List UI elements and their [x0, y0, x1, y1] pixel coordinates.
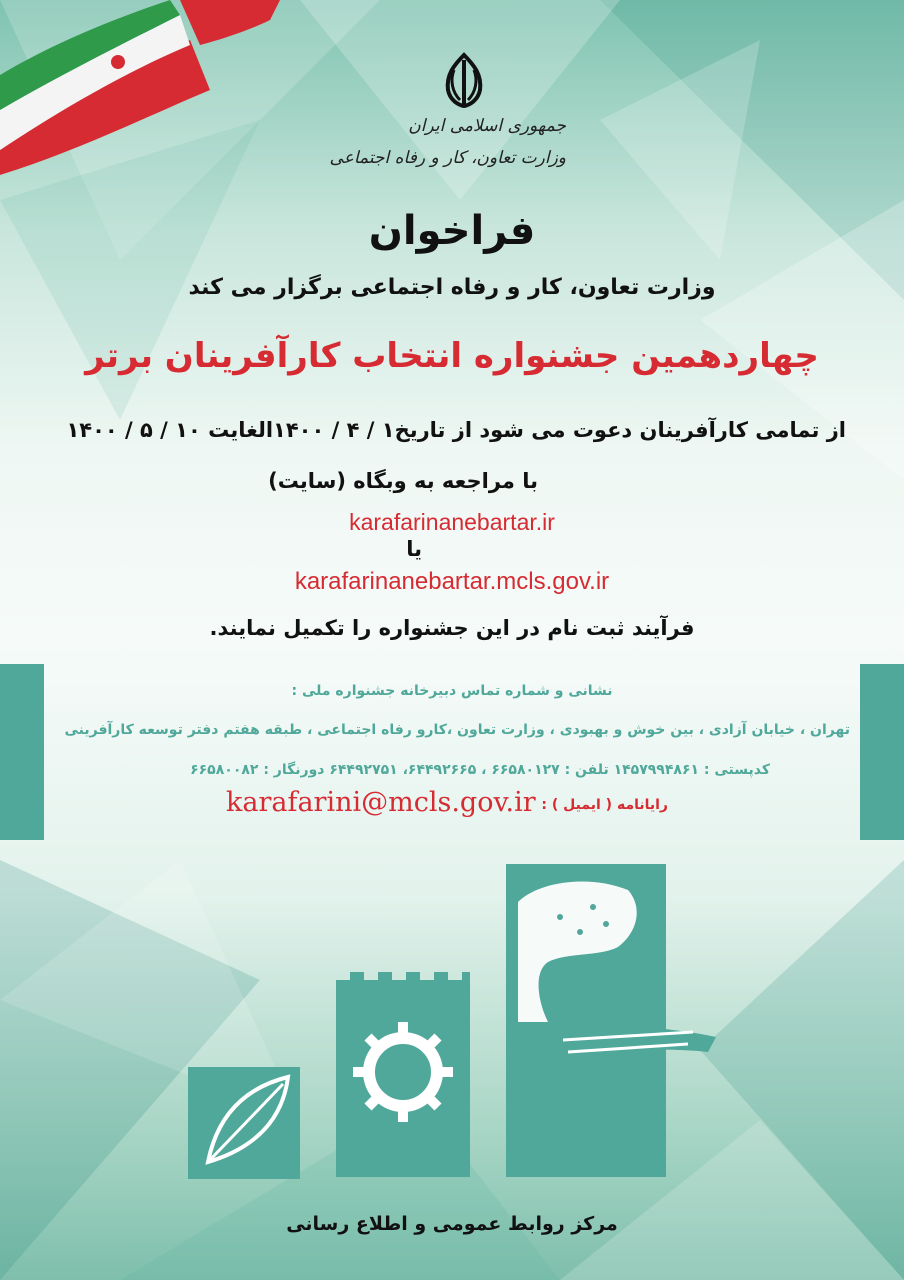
invitation-dates: از تمامی کارآفرینان دعوت می شود از تاریخ۱ / ۴ / ۱۴۰۰الغایت ۱۰ / ۵ / ۱۴۰۰ — [66, 418, 846, 442]
complete-registration-text: فرآیند ثبت نام در این جشنواره را تکمیل نمایند. — [209, 616, 695, 640]
email-label: رایانامه ( ایمیل ) : — [541, 797, 668, 813]
website-link-secondary[interactable]: karafarinanebartar.mcls.gov.ir — [294, 568, 610, 595]
via-website-text: با مراجعه به وبگاه (سایت) — [268, 469, 538, 493]
iran-emblem-icon — [434, 50, 494, 110]
festival-title: چهاردهمین جشنواره انتخاب کارآفرینان برتر — [85, 336, 819, 376]
republic-caption: جمهوری اسلامی ایران — [408, 116, 566, 136]
email-link[interactable]: karafarini@mcls.gov.ir — [226, 787, 536, 818]
page-title: فراخوان — [368, 208, 536, 254]
or-text: یا — [406, 537, 422, 561]
ministry-caption: وزارت تعاون، کار و رفاه اجتماعی — [329, 148, 566, 168]
contact-address: تهران ، خیابان آزادی ، بین خوش و بهبودی ، وزارت تعاون ،کارو رفاه اجتماعی ، طبقه هفتم دفتر توسعه کارآفرینی — [64, 722, 850, 738]
footer-credit: مرکز روابط عمومی و اطلاع رسانی — [286, 1213, 618, 1235]
iran-flag-icon — [0, 0, 290, 180]
website-link-primary[interactable]: karafarinanebartar.ir — [349, 509, 555, 535]
contact-phones: کدپستی : ۱۴۵۷۹۹۴۸۶۱ تلفن : ۶۶۵۸۰۱۲۷ ، ۶۴۴۹۲۶۶۵، ۶۴۴۹۲۷۵۱ دورنگار : ۶۶۵۸۰۰۸۲ — [190, 762, 770, 778]
organizer-line: وزارت تعاون، کار و رفاه اجتماعی برگزار می کند — [188, 275, 716, 300]
contact-heading: نشانی و شماره تماس دبیرخانه جشنواره ملی : — [291, 683, 613, 699]
festival-logo-icon — [188, 862, 718, 1192]
